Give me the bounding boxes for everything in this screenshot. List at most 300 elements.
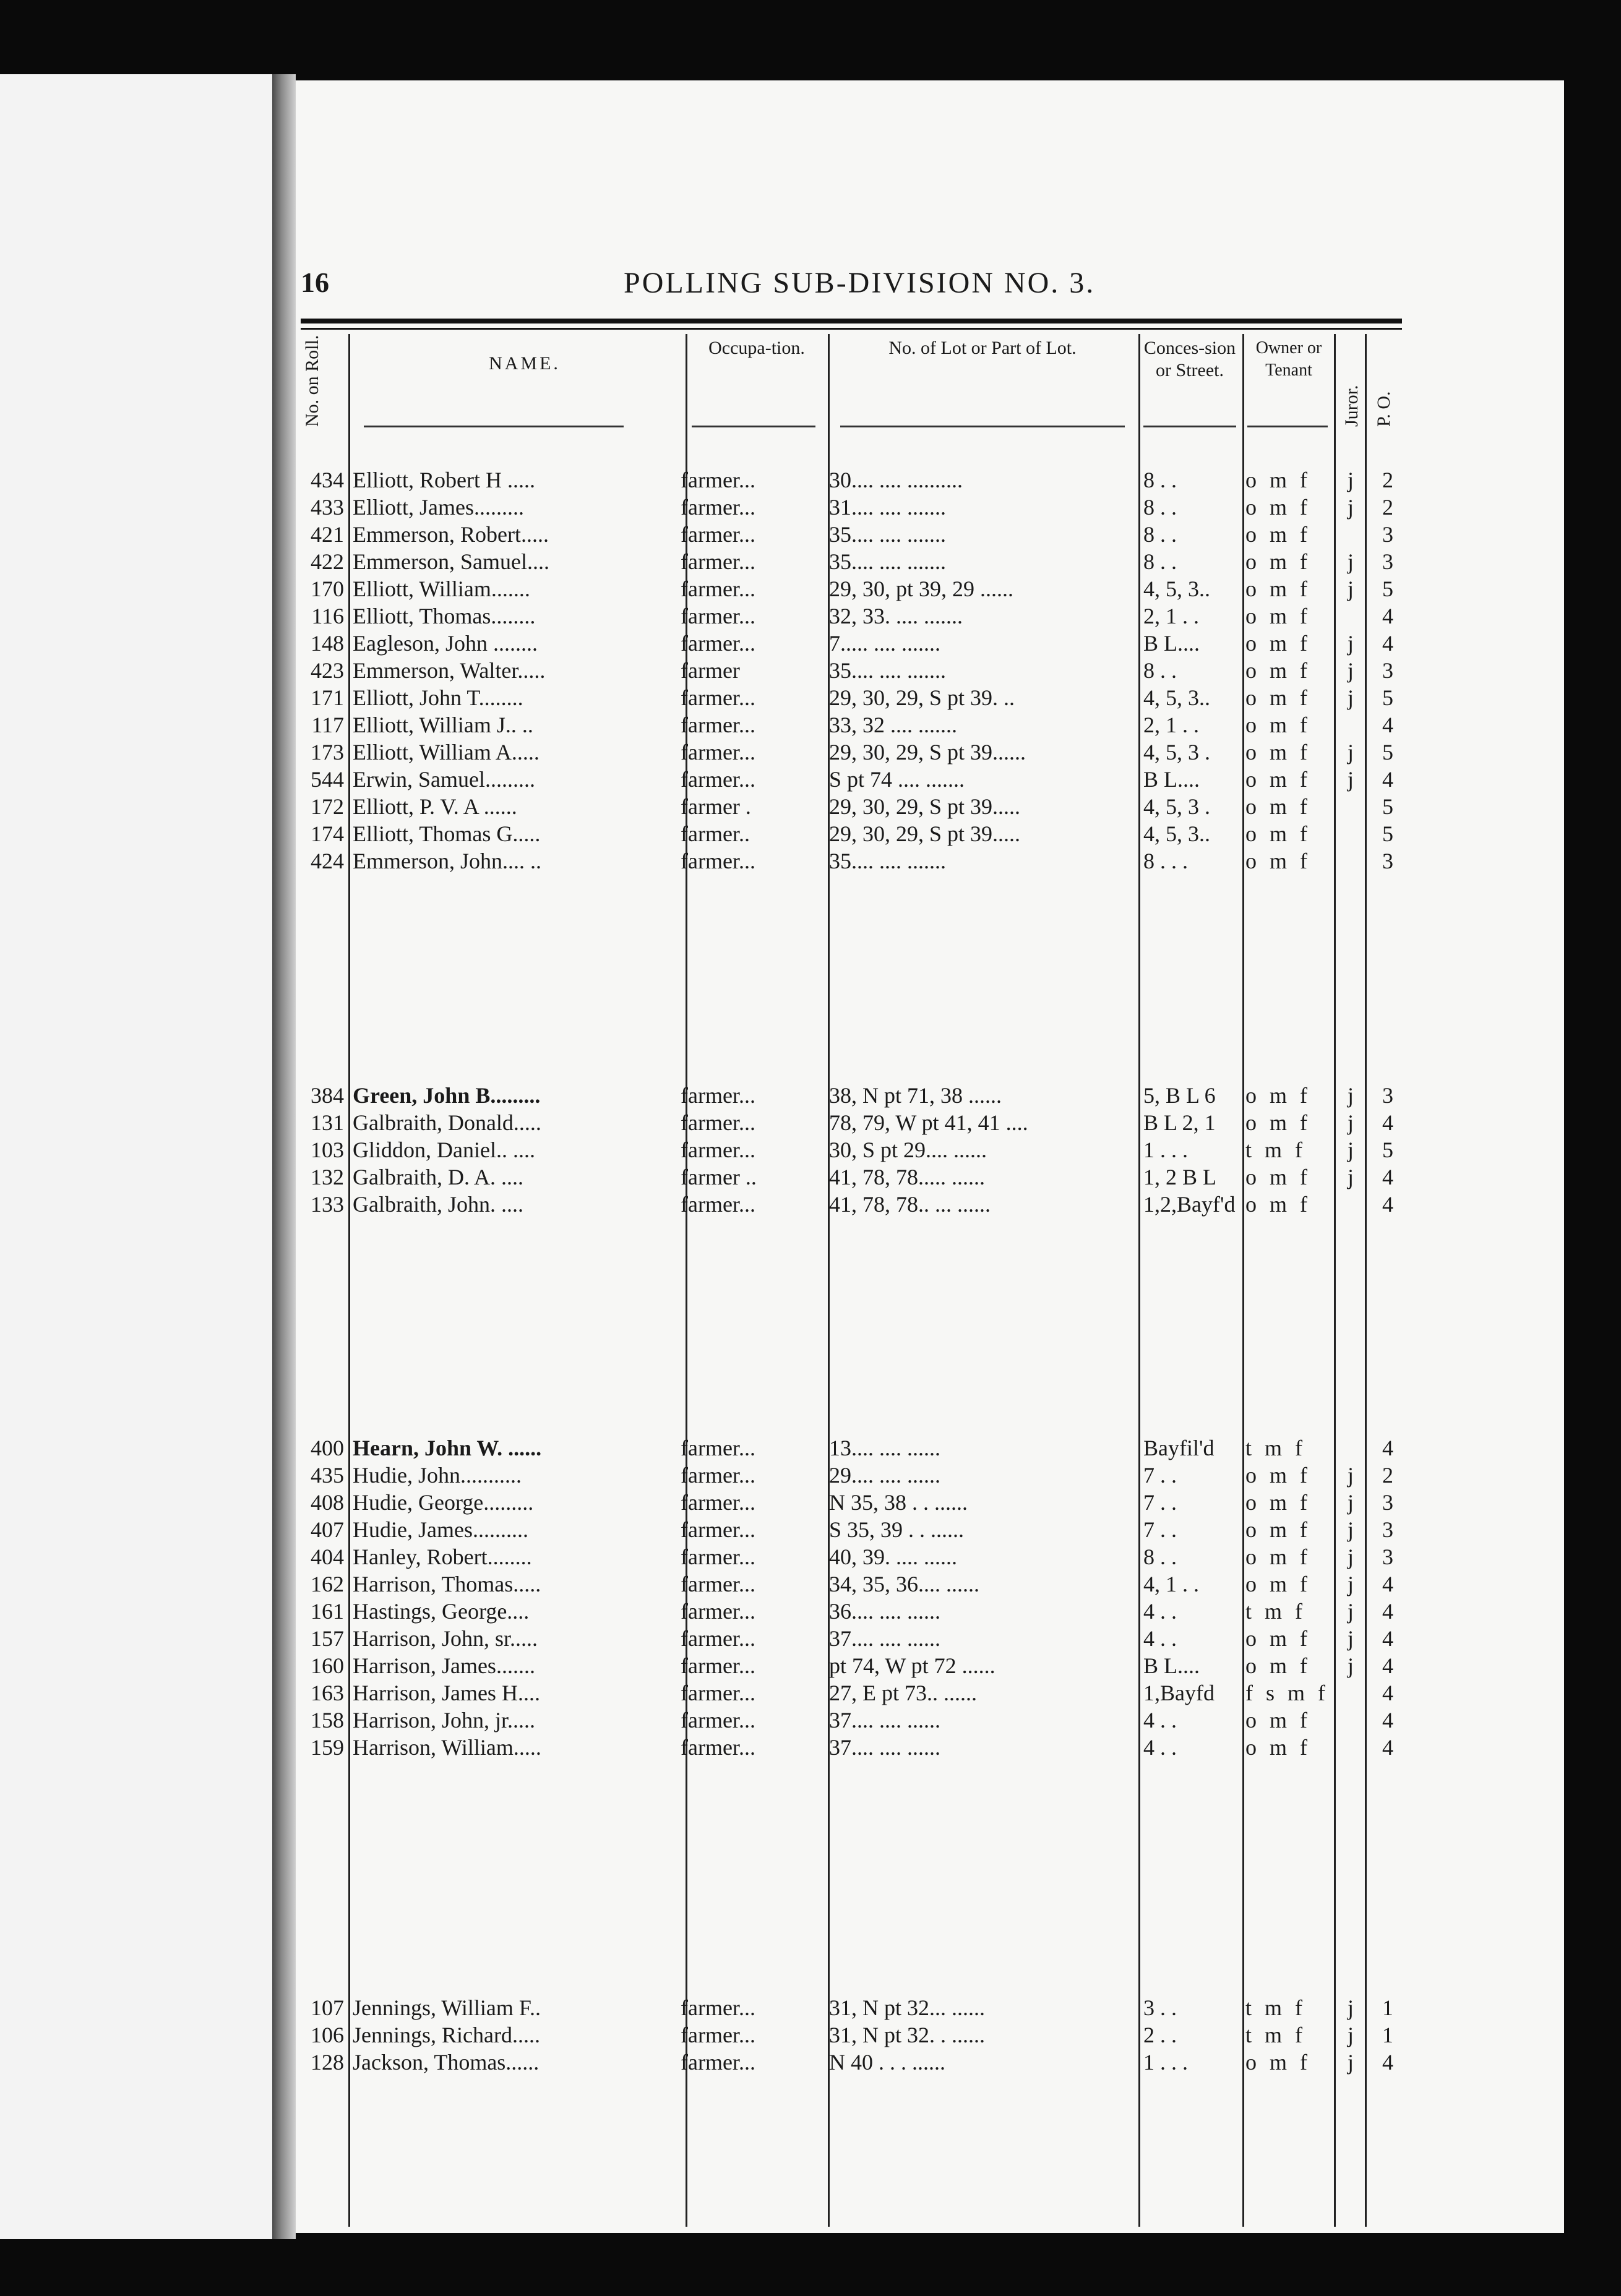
post-office: 4 xyxy=(1382,1436,1393,1460)
table-row xyxy=(296,1191,1409,1218)
occupation: farmer... xyxy=(681,1137,755,1162)
occupation: farmer... xyxy=(681,631,755,656)
header-owner: Owner or Tenant xyxy=(1255,338,1322,380)
table-row xyxy=(296,1544,1409,1570)
concession: B L.... xyxy=(1143,1653,1200,1678)
post-office: 4 xyxy=(1382,1681,1393,1705)
table-row xyxy=(296,1517,1409,1543)
voter-name: Galbraith, Donald..... xyxy=(353,1110,541,1135)
juror-mark: j xyxy=(1347,1626,1354,1651)
voter-name: Hudie, John........... xyxy=(353,1463,522,1488)
juror-mark: j xyxy=(1347,1572,1354,1596)
voter-name: Emmerson, Samuel.... xyxy=(353,549,549,574)
page-header xyxy=(296,266,1409,309)
owner-tenant: o m f xyxy=(1245,794,1311,819)
occupation: farmer... xyxy=(681,1463,755,1488)
concession: B L.... xyxy=(1143,631,1200,656)
occupation: farmer... xyxy=(681,740,755,765)
roll-number: 163 xyxy=(311,1681,344,1705)
voter-name: Elliott, William J.. .. xyxy=(353,713,533,737)
concession: 8 . . xyxy=(1143,522,1177,547)
juror-mark: j xyxy=(1347,468,1354,492)
juror-mark: j xyxy=(1347,767,1354,792)
voter-name: Elliott, Thomas........ xyxy=(353,604,536,628)
voter-name: Hearn, John W. ...... xyxy=(353,1436,542,1460)
occupation: farmer.. xyxy=(681,821,750,846)
owner-tenant: o m f xyxy=(1245,495,1311,520)
post-office: 4 xyxy=(1382,1192,1393,1217)
owner-tenant: o m f xyxy=(1245,1735,1311,1760)
concession: 7 . . xyxy=(1143,1517,1177,1542)
concession: 4 . . xyxy=(1143,1735,1177,1760)
juror-mark: j xyxy=(1347,2050,1354,2075)
header-underline xyxy=(364,426,624,427)
occupation: farmer... xyxy=(681,549,755,574)
lot-number: pt 74, W pt 72 ...... xyxy=(829,1653,995,1678)
occupation: farmer... xyxy=(681,1735,755,1760)
juror-mark: j xyxy=(1347,1463,1354,1488)
post-office: 3 xyxy=(1382,549,1393,574)
occupation: farmer... xyxy=(681,1083,755,1108)
post-office: 3 xyxy=(1382,1544,1393,1569)
lot-number: 30, S pt 29.... ...... xyxy=(829,1137,987,1162)
table-row xyxy=(296,576,1409,602)
voter-name: Emmerson, Robert..... xyxy=(353,522,549,547)
lot-number: 34, 35, 36.... ...... xyxy=(829,1572,979,1596)
post-office: 4 xyxy=(1382,1626,1393,1651)
lot-number: 29, 30, 29, S pt 39..... xyxy=(829,821,1021,846)
concession: Bayfil'd xyxy=(1143,1436,1215,1460)
voter-name: Gliddon, Daniel.. .... xyxy=(353,1137,535,1162)
occupation: farmer... xyxy=(681,1708,755,1733)
post-office: 5 xyxy=(1382,794,1393,819)
juror-mark: j xyxy=(1347,685,1354,710)
table-row xyxy=(296,1164,1409,1191)
concession: 4 . . xyxy=(1143,1708,1177,1733)
lot-number: N 35, 38 . . ...... xyxy=(829,1490,968,1515)
header-lot: No. of Lot or Part of Lot. xyxy=(888,338,1077,358)
lot-number: 37.... .... ...... xyxy=(829,1708,940,1733)
table-row xyxy=(296,2049,1409,2076)
roll-number: 116 xyxy=(311,604,344,628)
owner-tenant: o m f xyxy=(1245,576,1311,601)
concession: 4, 5, 3.. xyxy=(1143,821,1210,846)
occupation: farmer... xyxy=(681,1517,755,1542)
header-underline xyxy=(840,426,1125,427)
lot-number: 35.... .... ....... xyxy=(829,549,946,574)
post-office: 4 xyxy=(1382,767,1393,792)
roll-number: 117 xyxy=(311,713,344,737)
table-row xyxy=(296,1734,1409,1761)
roll-number: 424 xyxy=(311,849,344,873)
owner-tenant: o m f xyxy=(1245,713,1311,737)
roll-number: 384 xyxy=(311,1083,344,1108)
post-office: 3 xyxy=(1382,1083,1393,1108)
occupation: farmer... xyxy=(681,522,755,547)
occupation: farmer... xyxy=(681,685,755,710)
roll-number: 544 xyxy=(311,767,344,792)
roll-number: 131 xyxy=(311,1110,344,1135)
lot-number: 31.... .... ....... xyxy=(829,495,946,520)
concession: 8 . . xyxy=(1143,495,1177,520)
post-office: 5 xyxy=(1382,740,1393,765)
voter-name: Green, John B......... xyxy=(353,1083,541,1108)
voter-name: Hastings, George.... xyxy=(353,1599,530,1624)
book-spine xyxy=(272,74,296,2239)
occupation: farmer... xyxy=(681,576,755,601)
concession: B L.... xyxy=(1143,767,1200,792)
table-row xyxy=(296,1462,1409,1489)
roll-number: 132 xyxy=(311,1165,344,1189)
post-office: 5 xyxy=(1382,1137,1393,1162)
owner-tenant: o m f xyxy=(1245,1544,1311,1569)
table-row xyxy=(296,685,1409,711)
header-underline xyxy=(692,426,815,427)
voter-name: Erwin, Samuel......... xyxy=(353,767,535,792)
concession: 1,2,Bayf'd xyxy=(1143,1192,1236,1217)
roll-number: 435 xyxy=(311,1463,344,1488)
roll-number: 422 xyxy=(311,549,344,574)
page-number: 16 xyxy=(301,267,329,298)
post-office: 3 xyxy=(1382,522,1393,547)
juror-mark: j xyxy=(1347,1490,1354,1515)
lot-number: 37.... .... ...... xyxy=(829,1626,940,1651)
concession: 2, 1 . . xyxy=(1143,604,1199,628)
header-underline xyxy=(1143,426,1236,427)
concession: 5, B L 6 xyxy=(1143,1083,1216,1108)
voter-name: Hanley, Robert........ xyxy=(353,1544,532,1569)
occupation: farmer... xyxy=(681,1626,755,1651)
occupation: farmer... xyxy=(681,604,755,628)
lot-number: 29, 30, 29, S pt 39..... xyxy=(829,794,1021,819)
roll-number: 433 xyxy=(311,495,344,520)
lot-number: 41, 78, 78.. ... ...... xyxy=(829,1192,991,1217)
occupation: farmer... xyxy=(681,1995,755,2020)
owner-tenant: t m f xyxy=(1245,1995,1306,2020)
owner-tenant: o m f xyxy=(1245,522,1311,547)
voter-name: Harrison, William..... xyxy=(353,1735,541,1760)
page-title: POLLING SUB-DIVISION NO. 3. xyxy=(624,267,1096,299)
facing-page xyxy=(0,74,272,2239)
owner-tenant: o m f xyxy=(1245,1708,1311,1733)
concession: 3 . . xyxy=(1143,1995,1177,2020)
occupation: farmer . xyxy=(681,794,751,819)
table-row xyxy=(296,467,1409,494)
post-office: 1 xyxy=(1382,2023,1393,2047)
roll-number: 107 xyxy=(311,1995,344,2020)
ledger-page xyxy=(296,80,1564,2233)
table-row xyxy=(296,1082,1409,1109)
voter-name: Elliott, James......... xyxy=(353,495,524,520)
post-office: 5 xyxy=(1382,821,1393,846)
occupation: farmer... xyxy=(681,1110,755,1135)
voter-name: Harrison, James H.... xyxy=(353,1681,540,1705)
voter-name: Emmerson, Walter..... xyxy=(353,658,546,683)
table-row xyxy=(296,658,1409,684)
lot-number: 29, 30, 29, S pt 39...... xyxy=(829,740,1026,765)
occupation: farmer... xyxy=(681,1544,755,1569)
occupation: farmer... xyxy=(681,1681,755,1705)
lot-number: 29.... .... ...... xyxy=(829,1463,940,1488)
concession: 1 . . . xyxy=(1143,2050,1188,2075)
header-concession: Conces-sion or Street. xyxy=(1143,338,1236,380)
owner-tenant: o m f xyxy=(1245,1626,1311,1651)
table-row xyxy=(296,630,1409,657)
post-office: 3 xyxy=(1382,658,1393,683)
post-office: 4 xyxy=(1382,631,1393,656)
post-office: 3 xyxy=(1382,849,1393,873)
occupation: farmer... xyxy=(681,1436,755,1460)
owner-tenant: o m f xyxy=(1245,1463,1311,1488)
voter-name: Emmerson, John.... .. xyxy=(353,849,541,873)
roll-number: 407 xyxy=(311,1517,344,1542)
lot-number: 36.... .... ...... xyxy=(829,1599,940,1624)
lot-number: 31, N pt 32. . ...... xyxy=(829,2023,985,2047)
lot-number: 27, E pt 73.. ...... xyxy=(829,1681,977,1705)
juror-mark: j xyxy=(1347,1165,1354,1189)
owner-tenant: o m f xyxy=(1245,1110,1311,1135)
owner-tenant: o m f xyxy=(1245,1165,1311,1189)
concession: 8 . . . xyxy=(1143,849,1188,873)
table-row xyxy=(296,1626,1409,1652)
post-office: 4 xyxy=(1382,1735,1393,1760)
roll-number: 434 xyxy=(311,468,344,492)
owner-tenant: o m f xyxy=(1245,1572,1311,1596)
voter-name: Jackson, Thomas...... xyxy=(353,2050,540,2075)
table-row xyxy=(296,712,1409,739)
post-office: 3 xyxy=(1382,1490,1393,1515)
header-occupation: Occupa-tion. xyxy=(708,338,805,358)
lot-number: 31, N pt 32... ...... xyxy=(829,1995,985,2020)
juror-mark: j xyxy=(1347,740,1354,765)
post-office: 4 xyxy=(1382,604,1393,628)
header-rule xyxy=(301,319,1402,323)
concession: 4, 5, 3.. xyxy=(1143,685,1210,710)
table-row xyxy=(296,1707,1409,1734)
occupation: farmer... xyxy=(681,1490,755,1515)
concession: 8 . . xyxy=(1143,658,1177,683)
occupation: farmer... xyxy=(681,1572,755,1596)
occupation: farmer... xyxy=(681,1192,755,1217)
owner-tenant: o m f xyxy=(1245,1083,1311,1108)
owner-tenant: o m f xyxy=(1245,2050,1311,2075)
post-office: 4 xyxy=(1382,1572,1393,1596)
lot-number: 30.... .... .......... xyxy=(829,468,963,492)
roll-number: 148 xyxy=(311,631,344,656)
lot-number: 78, 79, W pt 41, 41 .... xyxy=(829,1110,1028,1135)
table-row xyxy=(296,821,1409,847)
voter-name: Elliott, P. V. A ...... xyxy=(353,794,517,819)
juror-mark: j xyxy=(1347,1544,1354,1569)
voter-name: Hudie, James.......... xyxy=(353,1517,528,1542)
post-office: 4 xyxy=(1382,2050,1393,2075)
juror-mark: j xyxy=(1347,2023,1354,2047)
table-row xyxy=(296,1435,1409,1462)
concession: 7 . . xyxy=(1143,1490,1177,1515)
post-office: 4 xyxy=(1382,1165,1393,1189)
juror-mark: j xyxy=(1347,658,1354,683)
post-office: 4 xyxy=(1382,1653,1393,1678)
concession: 4 . . xyxy=(1143,1626,1177,1651)
lot-number: 13.... .... ...... xyxy=(829,1436,940,1460)
concession: 4, 1 . . xyxy=(1143,1572,1199,1596)
juror-mark: j xyxy=(1347,1137,1354,1162)
roll-number: 171 xyxy=(311,685,344,710)
concession: 8 . . xyxy=(1143,1544,1177,1569)
voter-name: Galbraith, John. .... xyxy=(353,1192,523,1217)
roll-number: 173 xyxy=(311,740,344,765)
roll-number: 170 xyxy=(311,576,344,601)
table-row xyxy=(296,521,1409,548)
lot-number: 29, 30, 29, S pt 39. .. xyxy=(829,685,1015,710)
roll-number: 421 xyxy=(311,522,344,547)
occupation: farmer... xyxy=(681,2050,755,2075)
post-office: 4 xyxy=(1382,1599,1393,1624)
owner-tenant: o m f xyxy=(1245,468,1311,492)
occupation: farmer... xyxy=(681,1599,755,1624)
table-row xyxy=(296,603,1409,630)
post-office: 2 xyxy=(1382,495,1393,520)
table-row xyxy=(296,1137,1409,1163)
lot-number: 33, 32 .... ....... xyxy=(829,713,957,737)
post-office: 5 xyxy=(1382,576,1393,601)
post-office: 2 xyxy=(1382,1463,1393,1488)
post-office: 4 xyxy=(1382,713,1393,737)
juror-mark: j xyxy=(1347,1517,1354,1542)
lot-number: S pt 74 .... ....... xyxy=(829,767,965,792)
owner-tenant: f s m f xyxy=(1245,1681,1329,1705)
owner-tenant: o m f xyxy=(1245,658,1311,683)
owner-tenant: o m f xyxy=(1245,849,1311,873)
table-row xyxy=(296,1653,1409,1679)
header-juror: Juror. xyxy=(1341,385,1362,427)
roll-number: 162 xyxy=(311,1572,344,1596)
voter-name: Elliott, William....... xyxy=(353,576,530,601)
post-office: 2 xyxy=(1382,468,1393,492)
owner-tenant: o m f xyxy=(1245,685,1311,710)
concession: 4, 5, 3 . xyxy=(1143,794,1210,819)
owner-tenant: t m f xyxy=(1245,1599,1306,1624)
roll-number: 106 xyxy=(311,2023,344,2047)
juror-mark: j xyxy=(1347,495,1354,520)
table-row xyxy=(296,1995,1409,2021)
owner-tenant: o m f xyxy=(1245,631,1311,656)
lot-number: 35.... .... ....... xyxy=(829,849,946,873)
table-row xyxy=(296,549,1409,575)
lot-number: 7..... .... ....... xyxy=(829,631,940,656)
occupation: farmer... xyxy=(681,2023,755,2047)
table-row xyxy=(296,1110,1409,1136)
juror-mark: j xyxy=(1347,1653,1354,1678)
roll-number: 159 xyxy=(311,1735,344,1760)
post-office: 5 xyxy=(1382,685,1393,710)
lot-number: 38, N pt 71, 38 ...... xyxy=(829,1083,1002,1108)
table-row xyxy=(296,1571,1409,1598)
voter-name: Jennings, William F.. xyxy=(353,1995,541,2020)
roll-number: 133 xyxy=(311,1192,344,1217)
juror-mark: j xyxy=(1347,1599,1354,1624)
voter-name: Elliott, Robert H ..... xyxy=(353,468,535,492)
owner-tenant: t m f xyxy=(1245,1137,1306,1162)
table-row xyxy=(296,494,1409,521)
juror-mark: j xyxy=(1347,1110,1354,1135)
roll-number: 423 xyxy=(311,658,344,683)
post-office: 3 xyxy=(1382,1517,1393,1542)
lot-number: 32, 33. .... ....... xyxy=(829,604,963,628)
concession: 8 . . xyxy=(1143,468,1177,492)
roll-number: 128 xyxy=(311,2050,344,2075)
concession: 1, 2 B L xyxy=(1143,1165,1217,1189)
table-row xyxy=(296,1489,1409,1516)
table-row xyxy=(296,848,1409,875)
owner-tenant: o m f xyxy=(1245,604,1311,628)
voter-name: Harrison, John, sr..... xyxy=(353,1626,538,1651)
header-name: NAME. xyxy=(489,353,561,374)
concession: 1,Bayfd xyxy=(1143,1681,1215,1705)
voter-name: Elliott, William A..... xyxy=(353,740,540,765)
roll-number: 103 xyxy=(311,1137,344,1162)
lot-number: 41, 78, 78..... ...... xyxy=(829,1165,985,1189)
concession: 7 . . xyxy=(1143,1463,1177,1488)
concession: B L 2, 1 xyxy=(1143,1110,1216,1135)
occupation: farmer xyxy=(681,658,740,683)
occupation: farmer... xyxy=(681,767,755,792)
concession: 4 . . xyxy=(1143,1599,1177,1624)
occupation: farmer... xyxy=(681,849,755,873)
owner-tenant: o m f xyxy=(1245,740,1311,765)
concession: 8 . . xyxy=(1143,549,1177,574)
table-row xyxy=(296,1598,1409,1625)
voter-name: Elliott, John T........ xyxy=(353,685,523,710)
owner-tenant: o m f xyxy=(1245,1517,1311,1542)
juror-mark: j xyxy=(1347,631,1354,656)
concession: 2, 1 . . xyxy=(1143,713,1199,737)
voter-name: Jennings, Richard..... xyxy=(353,2023,540,2047)
juror-mark: j xyxy=(1347,1995,1354,2020)
table-row xyxy=(296,739,1409,766)
owner-tenant: o m f xyxy=(1245,821,1311,846)
post-office: 1 xyxy=(1382,1995,1393,2020)
lot-number: 35.... .... ....... xyxy=(829,658,946,683)
occupation: farmer .. xyxy=(681,1165,757,1189)
occupation: farmer... xyxy=(681,468,755,492)
owner-tenant: o m f xyxy=(1245,767,1311,792)
roll-number: 160 xyxy=(311,1653,344,1678)
voter-name: Eagleson, John ........ xyxy=(353,631,538,656)
roll-number: 174 xyxy=(311,821,344,846)
voter-name: Hudie, George......... xyxy=(353,1490,534,1515)
concession: 4, 5, 3.. xyxy=(1143,576,1210,601)
lot-number: 29, 30, pt 39, 29 ...... xyxy=(829,576,1014,601)
occupation: farmer... xyxy=(681,1653,755,1678)
occupation: farmer... xyxy=(681,713,755,737)
occupation: farmer... xyxy=(681,495,755,520)
lot-number: N 40 . . . ...... xyxy=(829,2050,945,2075)
header-no-on-roll: No. on Roll. xyxy=(302,335,322,427)
table-row xyxy=(296,766,1409,793)
voter-name: Harrison, John, jr..... xyxy=(353,1708,535,1733)
roll-number: 157 xyxy=(311,1626,344,1651)
header-po: P. O. xyxy=(1374,391,1394,427)
roll-number: 404 xyxy=(311,1544,344,1569)
roll-number: 408 xyxy=(311,1490,344,1515)
owner-tenant: o m f xyxy=(1245,549,1311,574)
table-row xyxy=(296,2022,1409,2049)
voter-name: Elliott, Thomas G..... xyxy=(353,821,541,846)
post-office: 4 xyxy=(1382,1110,1393,1135)
roll-number: 400 xyxy=(311,1436,344,1460)
post-office: 4 xyxy=(1382,1708,1393,1733)
